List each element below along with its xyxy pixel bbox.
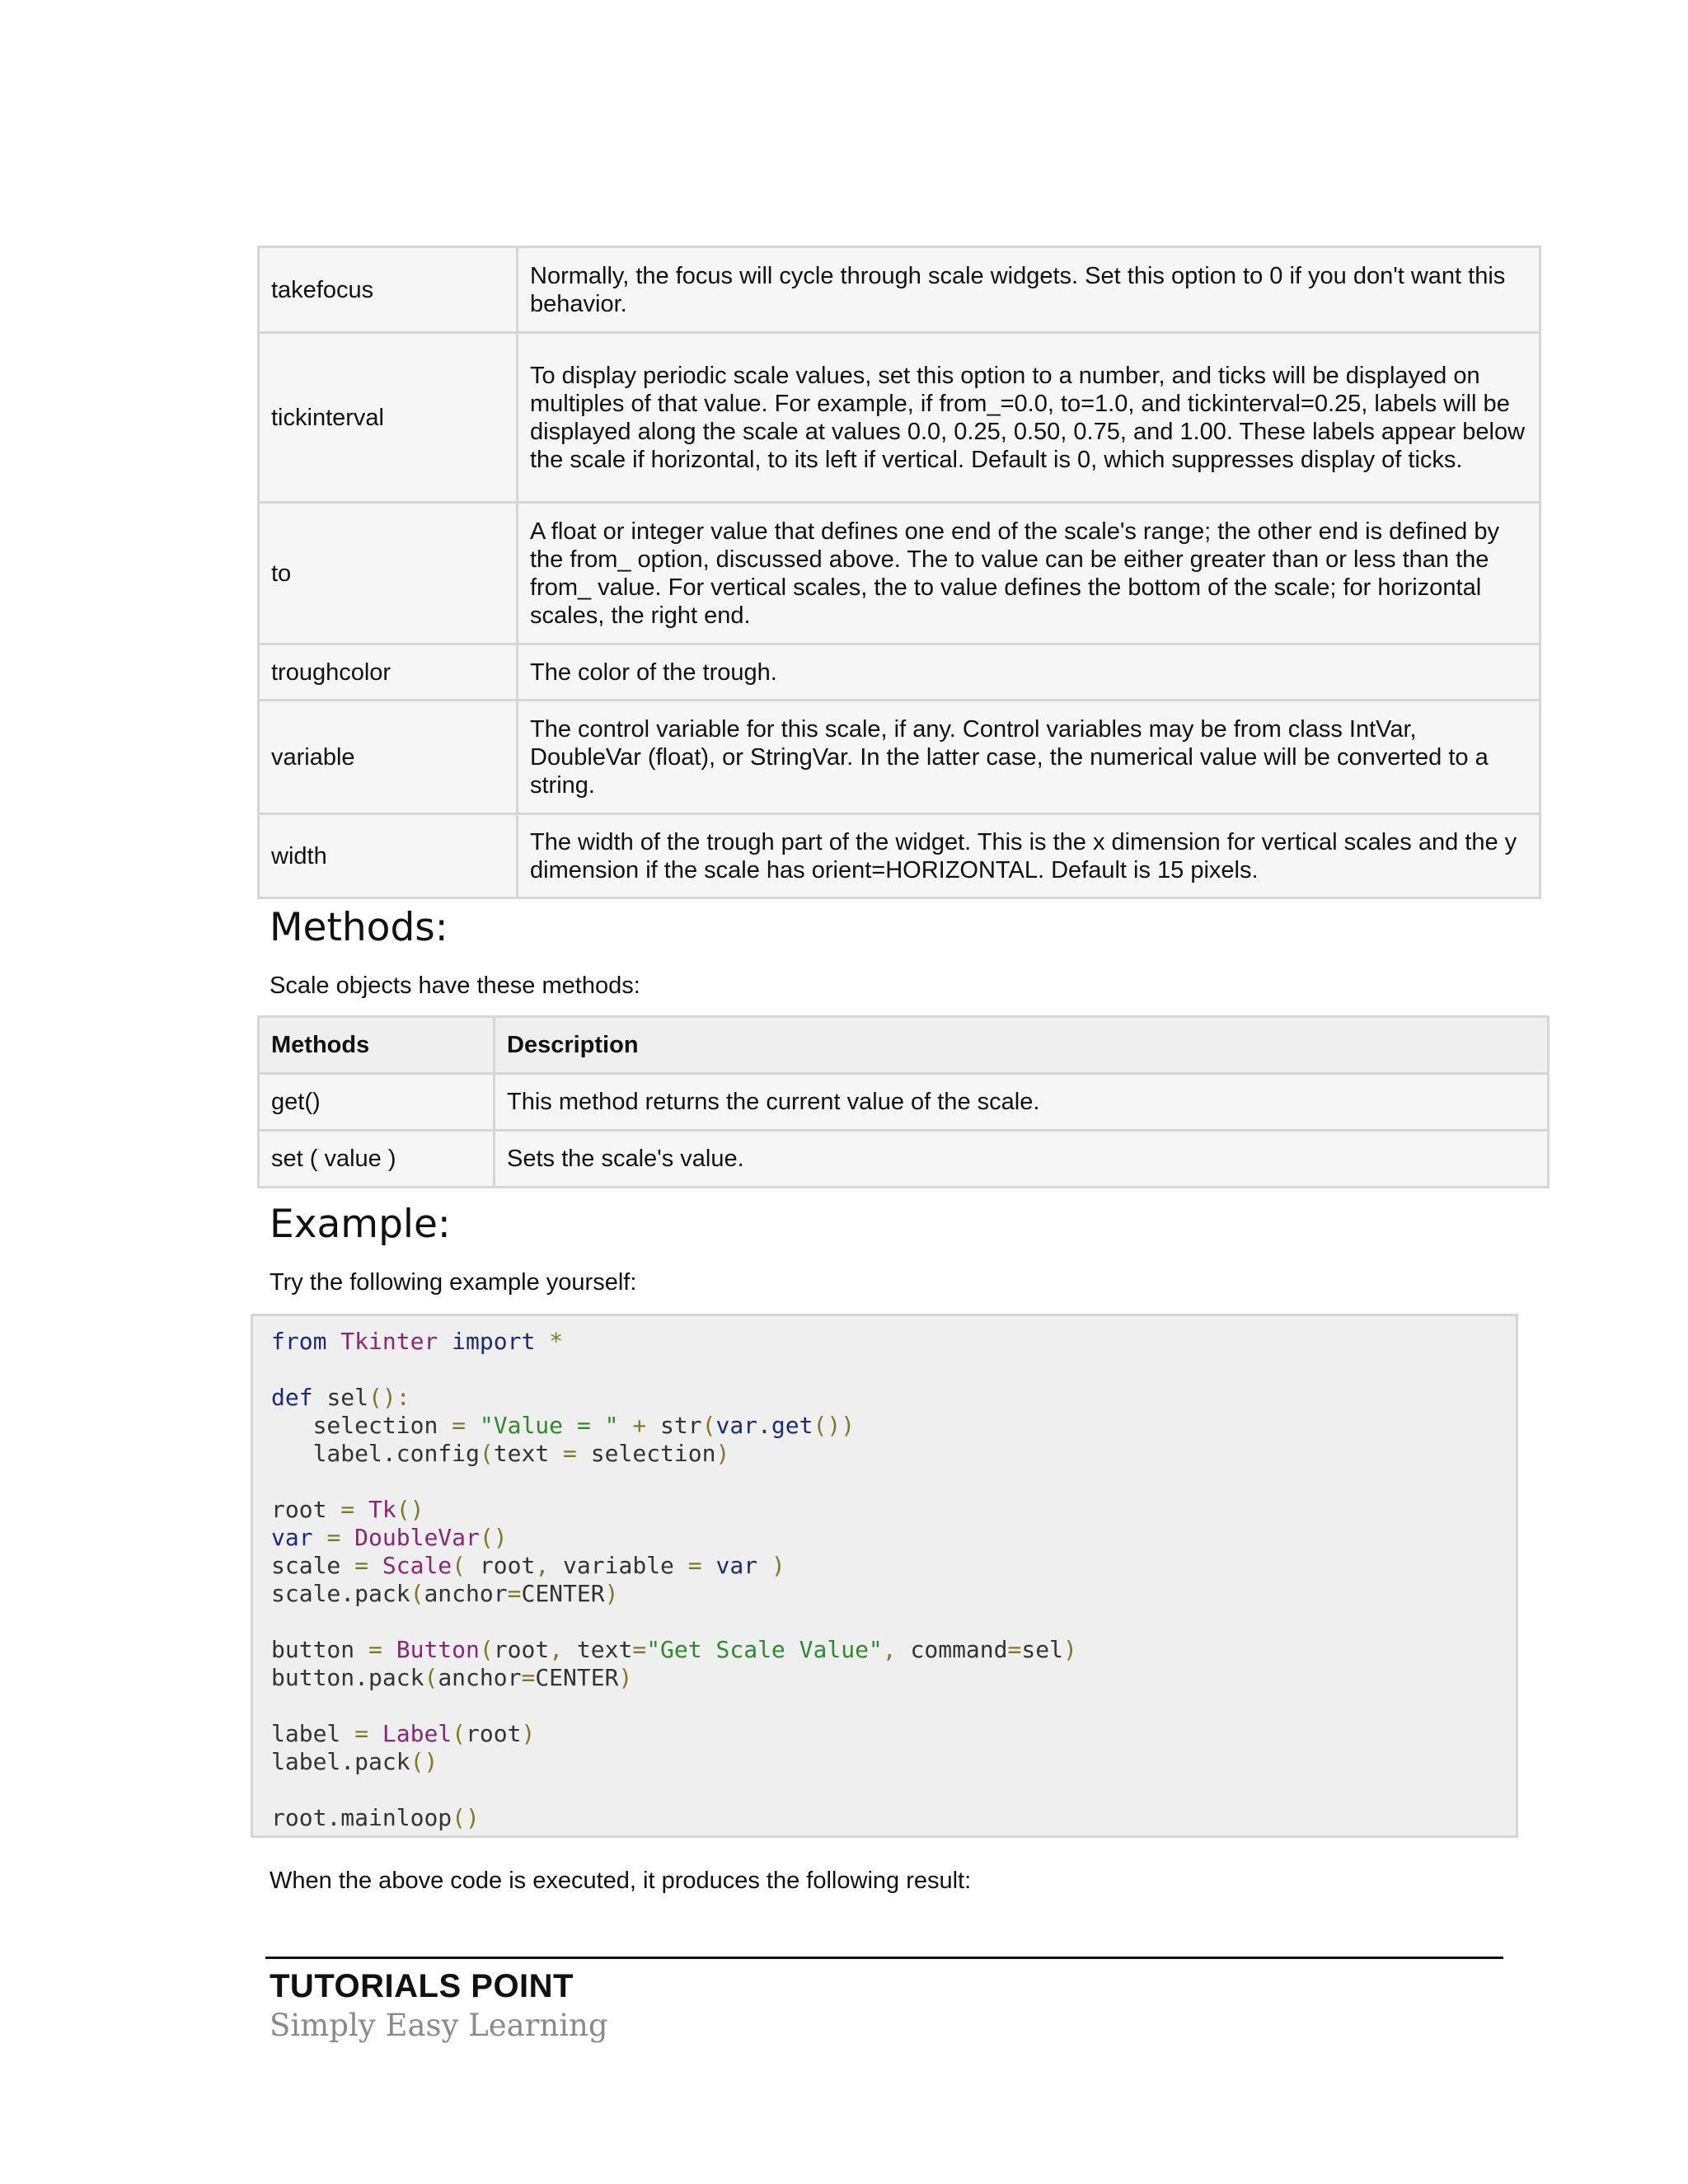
example-intro: Try the following example yourself: (270, 1269, 637, 1296)
methods-table (257, 1015, 1550, 1188)
table-row (259, 503, 1540, 644)
option-description: The control variable for this scale, if any. Control variables may be from class IntVar, DoubleVar (float), or StringVar. In the latter case, the numerical value will be converted to a string. (518, 701, 1540, 814)
option-description: The width of the trough part of the widget. This is the x dimension for vertical scales and the y dimension if the scale has orient=HORIZONTAL. Default is 15 pixels. (518, 814, 1540, 898)
methods-intro: Scale objects have these methods: (270, 972, 640, 999)
method-name: get() (259, 1074, 495, 1131)
table-row (259, 701, 1540, 814)
options-table (257, 246, 1541, 899)
method-name: set ( value ) (259, 1131, 495, 1188)
table-row (259, 1131, 1549, 1188)
code-line: label.config(text = selection) (312, 1440, 730, 1467)
code-listing (253, 1316, 1516, 1844)
table-row (259, 247, 1540, 333)
code-line: root.mainloop() (271, 1804, 480, 1831)
footer-tagline: Simply Easy Learning (270, 2008, 608, 2043)
table-row (259, 644, 1540, 701)
code-line: label.pack() (271, 1748, 438, 1775)
code-line: from Tkinter import * (271, 1328, 564, 1355)
code-line: button = Button(root, text="Get Scale Value", command=sel) (271, 1636, 1077, 1663)
option-description: Normally, the focus will cycle through scale widgets. Set this option to 0 if you don't want this behavior. (518, 247, 1540, 333)
code-line: def sel(): (271, 1384, 410, 1411)
example-heading: Example: (270, 1202, 451, 1247)
code-line: button.pack(anchor=CENTER) (271, 1664, 633, 1691)
code-line: scale.pack(anchor=CENTER) (271, 1580, 619, 1607)
code-line: selection = "Value = " + str(var.get()) (312, 1412, 856, 1439)
footer-divider (265, 1957, 1503, 1959)
option-name: to (259, 503, 518, 644)
methods-heading: Methods: (270, 905, 448, 950)
code-line: scale = Scale( root, variable = var ) (271, 1552, 785, 1579)
methods-column-header: Methods (259, 1017, 495, 1074)
method-description: Sets the scale's value. (495, 1131, 1549, 1188)
code-block (251, 1314, 1518, 1838)
code-line: root = Tk() (271, 1496, 424, 1523)
option-name: troughcolor (259, 644, 518, 701)
table-row (259, 814, 1540, 898)
option-name: variable (259, 701, 518, 814)
option-description: To display periodic scale values, set this option to a number, and ticks will be displayed on multiples of that value. For example, if from_=0.0, to=1.0, and tickinterval=0.25, labels will be displayed along the scale at values 0.0, 0.25, 0.50, 0.75, and 1.00. These labels appear below the scale if horizontal, to its left if vertical. Default is 0, which suppresses display of ticks. (518, 333, 1540, 503)
table-row (259, 333, 1540, 503)
code-line: var = DoubleVar() (271, 1524, 508, 1551)
option-name: width (259, 814, 518, 898)
result-text: When the above code is executed, it produces the following result: (270, 1868, 972, 1894)
table-row (259, 1074, 1549, 1131)
option-name: takefocus (259, 247, 518, 333)
description-column-header: Description (495, 1017, 1549, 1074)
footer-brand: TUTORIALS POINT (270, 1968, 574, 2004)
code-line: label = Label(root) (271, 1720, 536, 1747)
method-description: This method returns the current value of the scale. (495, 1074, 1549, 1131)
option-description: A float or integer value that defines one end of the scale's range; the other end is defined by the from_ option, discussed above. The to value can be either greater than or less than the from_ value. For vertical scales, the to value defines the bottom of the scale; for horizontal scales, the right end. (518, 503, 1540, 644)
option-description: The color of the trough. (518, 644, 1540, 701)
table-header-row (259, 1017, 1549, 1074)
option-name: tickinterval (259, 333, 518, 503)
